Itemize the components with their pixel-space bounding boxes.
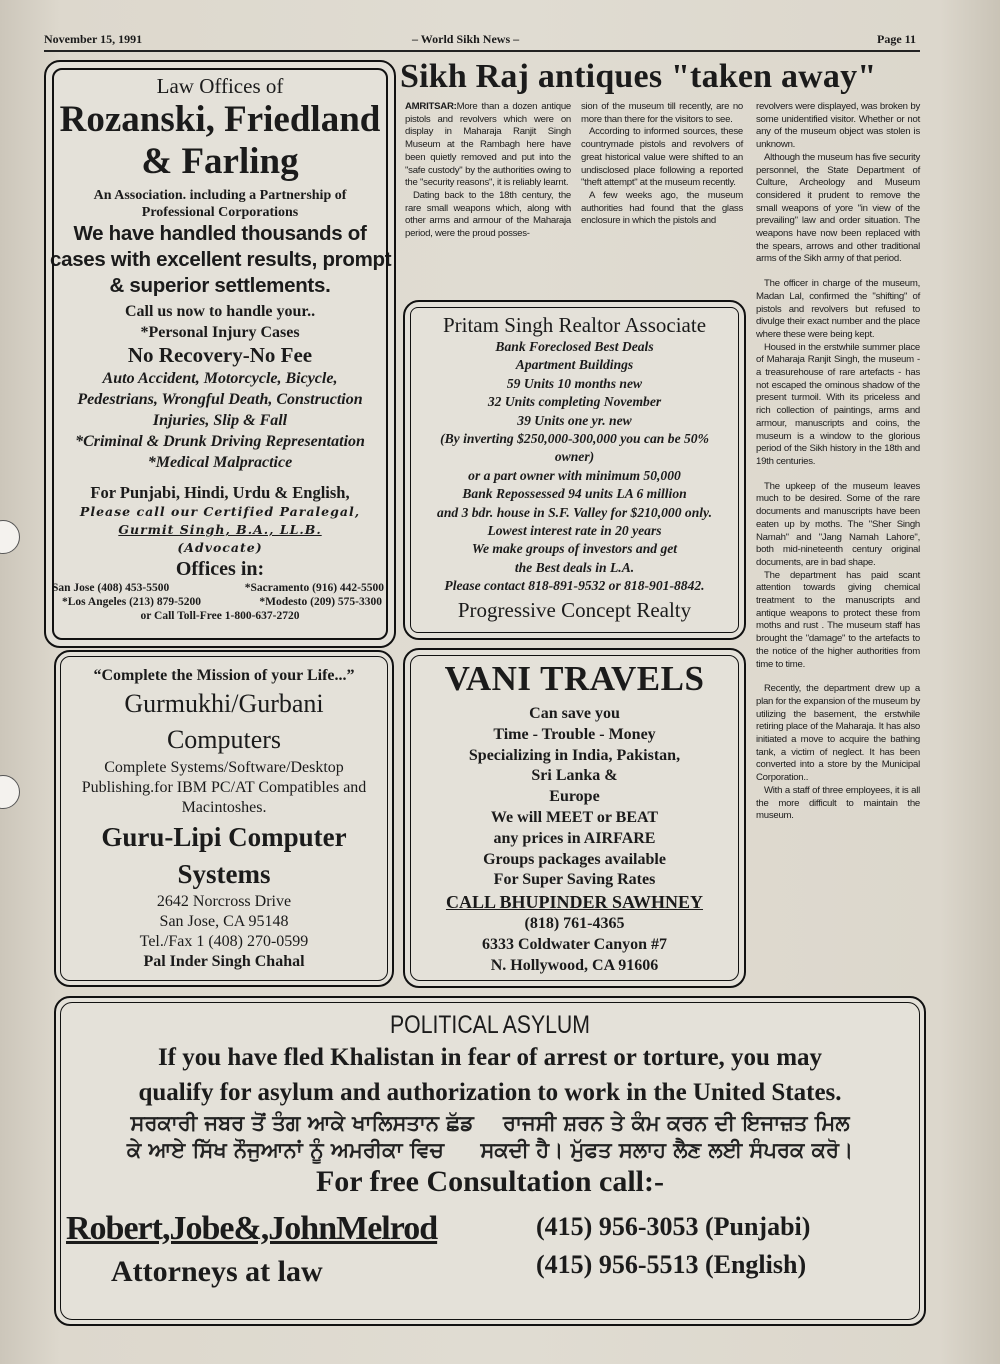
address-line: N. Hollywood, CA 91606	[490, 956, 659, 974]
phone-english: (415) 956-5513 (English)	[536, 1250, 807, 1279]
ad-line: (By inverting $250,000-300,000 you can be 50%	[440, 431, 709, 447]
ad-line: For Super Saving Rates	[493, 871, 656, 889]
consultation-line: For free Consultation call:-	[315, 1165, 664, 1198]
association-line2: Professional Corporations	[141, 205, 299, 220]
ad-description: Publishing.for IBM PC/AT Compatibles and	[81, 779, 367, 796]
ad-line: Lowest interest rate in 20 years	[487, 523, 662, 539]
ad-inner-border	[60, 656, 388, 981]
address-line: San Jose, CA 95148	[159, 913, 289, 930]
ad-line: 39 Units one yr. new	[517, 412, 632, 428]
article-paragraph: Although the museum has five security personnel, the State Department of Culture, Archeology and Museum considered it prudent to remove the small weapons of yore "in view of the prevailing" law and order situation. The weapons have now been replaced with the spears, arrows and other traditional arms of the Sikh army of that period.	[756, 151, 920, 265]
offices-heading: Offices in:	[175, 558, 265, 580]
binder-hole	[0, 775, 20, 809]
phone-line: (818) 761-4365	[524, 915, 625, 933]
phone-line: Tel./Fax 1 (408) 270-0599	[139, 933, 309, 950]
dateline: AMRITSAR:	[405, 101, 457, 112]
article-headline: Sikh Raj antiques "taken away"	[400, 58, 877, 95]
office-san-jose: San Jose (408) 453-5500	[52, 582, 170, 594]
article-paragraph: The upkeep of the museum leaves much to be desired. Some of the rare documents and manuscripts have been eaten up by moths. The "Sher Singh Namah" and "Jang Namah Lahore", both mid-nineteenth century original documents, are in bad shape.	[756, 480, 920, 568]
attorneys-label: Attorneys at law	[111, 1255, 323, 1288]
ad-line: Specializing in India, Pakistan,	[468, 746, 681, 764]
ad-line: Sri Lanka &	[531, 767, 618, 785]
ad-line: We make groups of investors and get	[471, 541, 678, 557]
article-paragraph: sion of the museum till recently, are no more than there for the visitors to see.	[581, 101, 743, 125]
article-paragraph: Recently, the department drew up a plan for the expansion of the museum by utilizing the basement, the erstwhile retiring place of the Maharaja. It has also initiated a move to acquire the bathing tank, a victim of neglect. It has been converted into a store by the Municipal Corporation..	[756, 683, 920, 784]
law-offices-ad	[44, 60, 396, 648]
realtor-title: Pritam Singh Realtor Associate	[442, 313, 707, 337]
binder-hole	[0, 520, 20, 554]
asylum-line: qualify for asylum and authorization to work in the United States.	[138, 1079, 842, 1106]
travel-title: VANI TRAVELS	[444, 659, 705, 698]
ad-line: Apartment Buildings	[515, 357, 634, 373]
practice-line: Auto Accident, Motorcycle, Bicycle,	[102, 370, 338, 387]
issue-date: November 15, 1991	[44, 32, 143, 46]
company-name-line1: Guru-Lipi Computer	[101, 822, 347, 852]
practice-line: *Medical Malpractice	[147, 454, 293, 471]
no-fee-line: No Recovery-No Fee	[127, 343, 313, 367]
asylum-title: POLITICAL ASYLUM	[390, 1011, 590, 1039]
contact-phones: Please contact 818-891-9532 or 818-901-8842.	[444, 578, 705, 594]
realty-company: Progressive Concept Realty	[457, 597, 692, 622]
pritam-singh-realtor-ad	[403, 300, 746, 640]
office-los-angeles: *Los Angeles (213) 879-5200	[62, 596, 201, 608]
ad-line: any prices in AIRFARE	[493, 829, 656, 847]
paralegal-title: (Advocate)	[177, 540, 263, 555]
ad-title-line2: Computers	[166, 725, 282, 754]
masthead	[44, 30, 916, 50]
ad-tagline: “Complete the Mission of your Life...”	[93, 667, 355, 684]
practice-line: Injuries, Slip & Fall	[152, 412, 288, 429]
article-paragraph: Housed in the erstwhile summer place of Maharaja Ranjit Singh, the museum - a treasurehouse of rare artefacts - has not escaped the ominous shadow of the present turmoil. With its priceless and rich collection of paintings, arms and armour, manuscripts and coins, the museum is a window to the glorious period of the Sikh history in the 18th and 19th centuries.	[756, 341, 920, 467]
call-contact: CALL BHUPINDER SAWHNEY	[445, 892, 704, 913]
punjabi-line: ਸਰਕਾਰੀ ਜਬਰ ਤੋਂ ਤੰਗ ਆਕੇ ਖਾਲਿਸਤਾਨ ਛੱਡ ਰਾਜਸੀ ਸ਼ਰਨ ਤੇ ਕੰਮ ਕਰਨ ਦੀ ਇਜਾਜ਼ਤ ਮਿਲ	[130, 1111, 850, 1135]
political-asylum-ad	[54, 996, 926, 1326]
ad-line: We will MEET or BEAT	[490, 808, 659, 826]
punjabi-line: ਕੇ ਆਏ ਸਿੱਖ ਨੌਜੁਆਨਾਂ ਨੂੰ ਅਮਰੀਕਾ ਵਿਚ ਸਕਦੀ ਹੈ। ਮੁੱਫਤ ਸਲਾਹ ਲੈਣ ਲਈ ਸੰਪਰਕ ਕਰੋ।	[126, 1138, 854, 1162]
company-name-line2: Systems	[177, 859, 271, 889]
languages-line: For Punjabi, Hindi, Urdu & English,	[90, 483, 350, 502]
ad-line: 59 Units 10 months new	[506, 375, 643, 391]
ad-line: Bank Foreclosed Best Deals	[495, 339, 654, 354]
article-paragraph: The officer in charge of the museum, Madan Lal, confirmed the "shifting" of pistols and revolvers but refused to divulge their exact number and the place where these were being kept.	[756, 278, 920, 340]
firm-name-line1: Rozanski, Friedland	[59, 99, 381, 140]
claim-line: cases with excellent results, prompt	[50, 248, 392, 271]
ad-line: and 3 bdr. house in S.F. Valley for $210,000 only.	[437, 504, 712, 520]
ad-inner-border	[410, 655, 739, 981]
contact-name: Pal Inder Singh Chahal	[143, 953, 305, 970]
office-sacramento: *Sacramento (916) 442-5500	[244, 582, 384, 594]
ad-title-line1: Gurmukhi/Gurbani	[124, 689, 324, 718]
paper-name: – World Sikh News –	[412, 32, 520, 46]
office-modesto: *Modesto (209) 575-3300	[259, 596, 382, 608]
ad-line: or a part owner with minimum 50,000	[468, 467, 681, 483]
article-paragraph: The department has paid scant attention towards giving chemical treatment to the manuscripts and antique weapons to protect these from moths and rust . The museum staff has brought the "damage" to the artefacts to the notice of the higher authorities from time to time.	[756, 569, 920, 670]
ad-description: Complete Systems/Software/Desktop	[104, 759, 344, 776]
attorney-contact	[56, 1200, 924, 1290]
call-line: Call us now to handle your..	[124, 303, 316, 320]
article-paragraph: revolvers were displayed, was broken by some unidentified visitor. Whether or not any of the museum object was stolen is unknown.	[756, 101, 920, 151]
ad-line: Europe	[549, 788, 600, 806]
association-line1: An Association. including a Partnership of	[93, 188, 347, 203]
ad-line: 32 Units completing November	[487, 394, 662, 410]
ad-line: the Best deals in L.A.	[514, 559, 635, 575]
address-line: 2642 Norcross Drive	[156, 893, 292, 910]
claim-line: We have handled thousands of	[73, 222, 367, 245]
vani-travels-ad	[403, 648, 746, 988]
paralegal-call: Please call our Certified Paralegal,	[79, 504, 361, 519]
ad-description: Macintoshes.	[181, 799, 267, 816]
ad-line: Can save you	[529, 705, 620, 722]
attorney-names: Robert,Jobe&,JohnMelrod	[66, 1210, 438, 1247]
masthead-rule	[44, 50, 920, 52]
asylum-line: If you have fled Khalistan in fear of arrest or torture, you may	[157, 1044, 823, 1071]
page-number: Page 11	[877, 32, 916, 46]
practice-line: *Criminal & Drunk Driving Representation	[75, 433, 365, 450]
firm-name-line2: & Farling	[141, 141, 299, 182]
article-paragraph: According to informed sources, these countrymade pistols and revolvers of great historical value were shifted to an undisclosed place following a reported "theft attempt" at the museum recently.	[581, 126, 743, 189]
article-paragraph: Dating back to the 18th century, the rare small weapons which, along with other arms and armour of the Maharaja period, were the proud posses-	[405, 189, 571, 240]
guru-lipi-computers-ad	[54, 650, 394, 987]
article-paragraph: More than a dozen antique pistols and revolvers which were on display in Maharaja Ranjit Singh Museum at the Rambagh here have been quietly removed and put into the "safe custody" by the authorities owing to the "security reasons", it is reliably learnt.	[405, 101, 571, 189]
phone-punjabi: (415) 956-3053 (Punjabi)	[536, 1212, 811, 1241]
practice-line: Pedestrians, Wrongful Death, Construction	[77, 391, 363, 408]
ad-line: Time - Trouble - Money	[493, 725, 656, 743]
article-paragraph: With a staff of three employees, it is all the more difficult to maintain the museum.	[756, 784, 920, 822]
article-column-2	[581, 101, 743, 228]
paralegal-name: Gurmit Singh, B.A., LL.B.	[118, 522, 322, 537]
article-column-3	[756, 101, 920, 823]
ad-inner-border	[50, 68, 392, 640]
toll-free-line: or Call Toll-Free 1-800-637-2720	[140, 610, 300, 622]
ad-line: Bank Repossessed 94 units LA 6 million	[462, 486, 687, 502]
address-line: 6333 Coldwater Canyon #7	[481, 935, 668, 953]
article-column-1	[405, 101, 571, 241]
law-intro: Law Offices of	[156, 74, 284, 98]
ad-inner-border	[410, 307, 739, 633]
ad-line: owner)	[554, 449, 595, 465]
article-paragraph: A few weeks ago, the museum authorities had found that the glass enclosure in which the pistols and	[581, 189, 743, 227]
personal-injury-line: *Personal Injury Cases	[140, 324, 300, 341]
claim-line: & superior settlements.	[109, 274, 331, 297]
ad-line: Groups packages available	[483, 850, 666, 868]
